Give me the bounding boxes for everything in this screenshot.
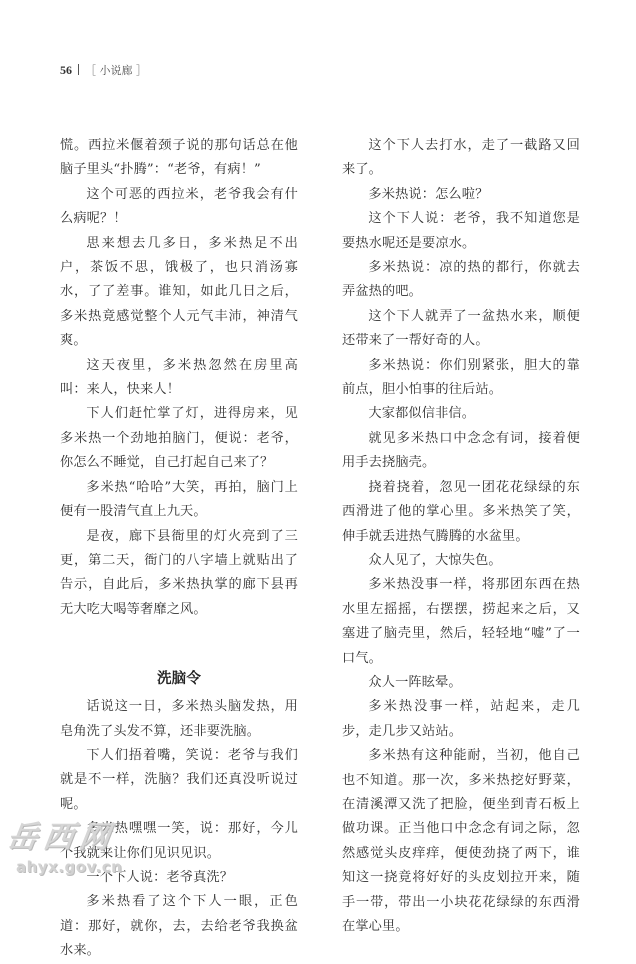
paragraph: 多米热说：你们别紧张，胆大的靠前点，胆小怕事的往后站。 — [342, 357, 580, 398]
watermark-logo: 岳西网 — [5, 820, 118, 855]
paragraph: 这个下人说：老爷，我不知道您是要热水呢还是要凉水。 — [342, 211, 580, 251]
paragraph: 就见多米热口中念念有词，接着便用手去挠脑壳。 — [342, 430, 580, 471]
page-number: 56 — [60, 63, 72, 77]
paragraph: 众人见了，大惊失色。 — [368, 552, 502, 568]
header-divider — [78, 64, 79, 75]
paragraph: 多米热没事一样，站起来，走几步，走几步又站站。 — [342, 699, 580, 739]
paragraph: 多米热嘿嘿一笑，说：那好，今儿个我就来让你们见识见识。 — [60, 821, 298, 861]
paragraph: 多米热没事一样，将那团东西在热水里左摇摇，右摆摆，捞起来之后，又塞进了脑壳里，然后，轻轻地“嘘”了一口气。 — [342, 577, 580, 666]
paragraph: 多米热“哈哈”大笑，再拍，脑门上便有一股清气直上九天。 — [60, 479, 298, 520]
page-header — [60, 62, 147, 78]
site-watermark — [5, 812, 138, 892]
paragraph: 多米热说：凉的热的都行，你就去弄盆热的吧。 — [342, 260, 580, 300]
paragraph: 是夜，廊下县衙里的灯火亮到了三更，第二天，衙门的八字墙上就贴出了告示，自此后，多米热执掌的廊下县再无大吃大喝等奢靡之风。 — [60, 528, 298, 617]
paragraph: 挠着挠着，忽见一团花花绿绿的东西滑进了他的掌心里。多米热笑了笑，伸手就丢进热气腾腾的水盆里。 — [342, 479, 580, 544]
paragraph: 这个下人就弄了一盆热水来，顺便还带来了一帮好奇的人。 — [342, 308, 580, 349]
paragraph: 这天夜里，多米热忽然在房里高叫：来人，快来人！ — [60, 357, 298, 398]
paragraph: 这个下人去打水，走了一截路又回来了。 — [342, 138, 580, 178]
paragraph: 下人们赶忙掌了灯，进得房来，见多米热一个劲地拍脑门，便说：老爷，你怎么不睡觉，自己打起自己来了？ — [60, 406, 298, 471]
section-title: 洗脑令 — [157, 671, 201, 688]
watermark-url: ahyx.gov.cn — [16, 858, 123, 876]
paragraph: 这个可恶的西拉米，老爷我会有什么病呢？！ — [60, 186, 298, 227]
right-column — [342, 134, 580, 939]
section-label: ［ 小说廊 ］ — [85, 64, 147, 77]
paragraph: 众人一阵眩晕。 — [368, 674, 462, 690]
paragraph: 多米热有这种能耐，当初，他自己也不知道。那一次，多米热挖好野菜，在清溪潭又洗了把脸，便坐到青石板上做功课。正当他口中念念有词之际，忽然感觉头皮痒痒，便使劲挠了两下，谁知这一挠竟将好好的头皮划拉开来，随手一带，带出一小块花花绿绿的东西滑在掌心里。 — [342, 748, 580, 934]
paragraph: 思来想去几多日，多米热足不出户，茶饭不思，饿极了，也只消汤寡水，了了差事。谁知，如此几日之后，多米热竟感觉整个人元气丰沛，神清气爽。 — [60, 235, 298, 349]
paragraph: 多米热说：怎么啦？ — [368, 186, 489, 202]
paragraph: 多米热看了这个下人一眼，正色道：那好，就你，去，去给老爷我换盆水来。 — [60, 894, 298, 959]
paragraph: 大家都似信非信。 — [368, 406, 476, 422]
paragraph: 话说这一日，多米热头脑发热，用皂角洗了头发不算，还非要洗脑。 — [60, 699, 298, 739]
paragraph: 下人们捂着嘴，笑说：老爷与我们就是不一样，洗脑？我们还真没听说过呢。 — [60, 747, 298, 812]
paragraph: 一个下人说：老爷真洗？ — [86, 869, 234, 885]
paragraph: 慌。西拉米偃着颈子说的那句话总在他脑子里头“扑腾”：“老爷，有病！” — [60, 138, 298, 178]
